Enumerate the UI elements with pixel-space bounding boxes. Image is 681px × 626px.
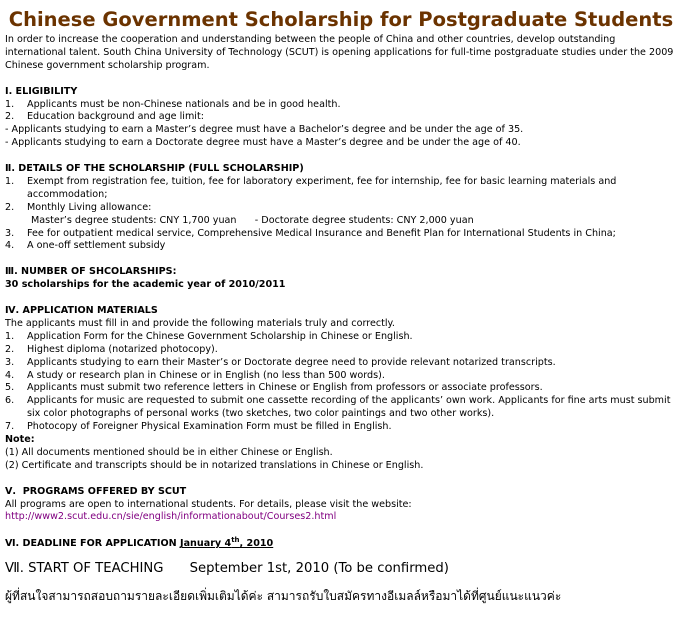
list-item: 5. Applicants must submit two reference letters in Chinese or English from professors or associate professors.: [5, 382, 543, 394]
list-item: 3. Fee for outpatient medical service, Comprehensive Medical Insurance and Benefit Plan for International Students in China;: [5, 227, 616, 239]
start-teaching-date: September 1st, 2010 (To be confirmed): [189, 561, 449, 577]
materials-lead: The applicants must fill in and provide the following materials truly and correctly.: [5, 317, 395, 329]
section-eligibility-heading: Ⅰ. ELIGIBILITY: [5, 85, 78, 97]
section-details-heading: Ⅱ. DETAILS OF THE SCHOLARSHIP (FULL SCHOLARSHIP): [5, 163, 304, 175]
allowance-line: Master’s degree students: CNY 1,700 yuan - Doctorate degree students: CNY 2,000 yuan: [31, 214, 474, 226]
list-item: 2. Education background and age limit:: [5, 111, 204, 123]
list-item: 4. A study or research plan in Chinese or in English (no less than 500 words).: [5, 369, 385, 381]
section-start-teaching: [5, 560, 677, 578]
deadline-date: January 4th, 2010: [180, 536, 274, 550]
list-item: 7. Photocopy of Foreigner Physical Examination Form must be filled in English.: [5, 421, 392, 433]
list-item: - Applicants studying to earn a Master’s degree must have a Bachelor’s degree and be under the age of 35.: [5, 124, 524, 136]
intro-paragraph: In order to increase the cooperation and understanding between the people of China and other countries, develop outstanding international talent. South China University of Technology (SCUT) is opening applications for full-time postgraduate studies under the 2009 Chinese government scholarship program.: [5, 34, 674, 71]
note-item: (1) All documents mentioned should be in either Chinese or English.: [5, 446, 333, 458]
section-programs-heading: Ⅴ. PROGRAMS OFFERED BY SCUT: [5, 485, 187, 497]
page-title: Chinese Government Scholarship for Postgraduate Students: [8, 8, 674, 31]
scholarship-count: 30 scholarships for the academic year of 2010/2011: [5, 279, 286, 291]
programs-text: All programs are open to international students. For details, please visit the website:: [5, 498, 412, 510]
document-page: [5, 8, 677, 605]
section-number-heading: Ⅲ. NUMBER OF SHCOLARSHIPS:: [5, 266, 177, 278]
note-item: (2) Certificate and transcripts should be in notarized translations in Chinese or English.: [5, 459, 424, 471]
list-item: 4. A one-off settlement subsidy: [5, 240, 166, 252]
start-teaching-heading: Ⅶ. START OF TEACHING: [5, 561, 164, 577]
list-item: - Applicants studying to earn a Doctorate degree must have a Master’s degree and be under the age of 40.: [5, 137, 521, 149]
thai-contact-note: ผู้ที่สนใจสามารถสอบถามรายละเอียดเพิ่มเติมได้ค่ะ สามารถรับใบสมัครทางอีเมลล์หรือมาได้ที่ศูนย์แนะแนวค่ะ: [5, 589, 562, 604]
list-item: 3. Applicants studying to earn their Master’s or Doctorate degree need to provide relevant notarized transcripts.: [5, 356, 556, 368]
list-item: 2. Highest diploma (notarized photocopy).: [5, 343, 218, 355]
note-label: Note:: [5, 434, 35, 446]
list-item: 1. Exempt from registration fee, tuition, fee for laboratory experiment, fee for internship, fee for basic learning materials and accommodation;: [5, 175, 617, 200]
list-item: 1. Application Form for the Chinese Government Scholarship in Chinese or English.: [5, 330, 413, 342]
programs-link[interactable]: http://www2.scut.edu.cn/sie/english/informationabout/Courses2.html: [5, 511, 337, 523]
list-item: 6. Applicants for music are requested to submit one cassette recording of the applicants’ own work. Applicants for fine arts must submit six color photographs of personal works (two sketches, two color paintings and two other works).: [5, 395, 671, 420]
section-materials-heading: Ⅳ. APPLICATION MATERIALS: [5, 304, 158, 316]
list-item: 1. Applicants must be non-Chinese nationals and be in good health.: [5, 98, 341, 110]
section-deadline: [5, 538, 677, 551]
list-item: 2. Monthly Living allowance:: [5, 201, 152, 213]
deadline-heading: Ⅵ. DEADLINE FOR APPLICATION: [5, 538, 177, 550]
